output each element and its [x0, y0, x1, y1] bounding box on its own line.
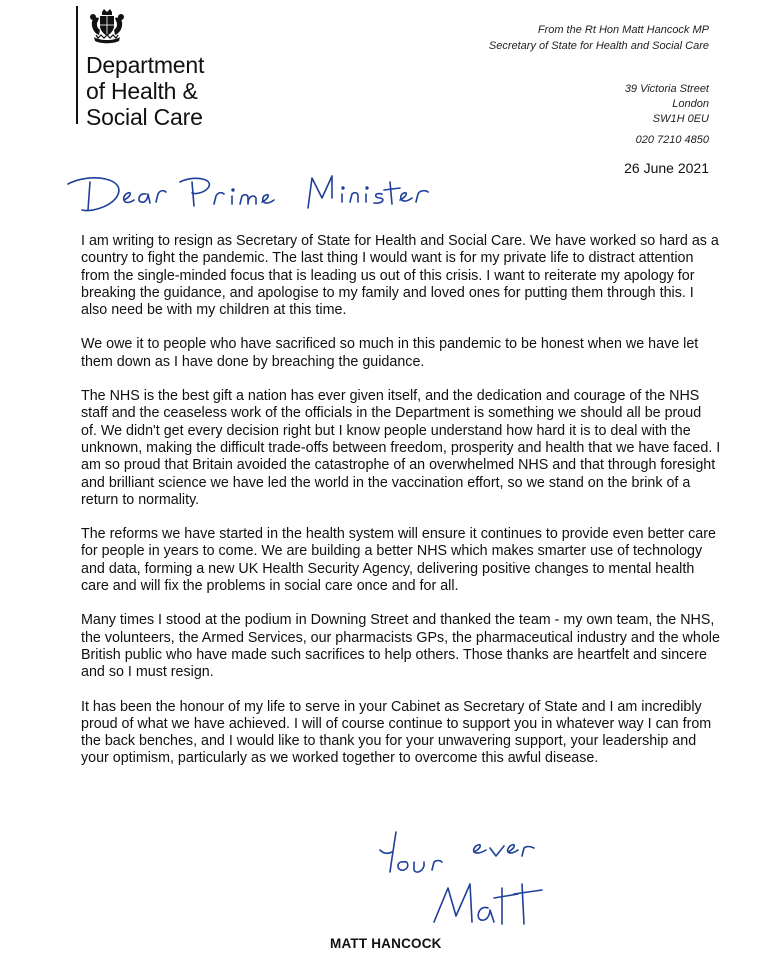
department-line: Social Care — [86, 104, 203, 130]
address-block — [625, 82, 709, 127]
department-line: Department — [86, 52, 205, 78]
body-paragraph: Many times I stood at the podium in Downing Street and thanked the team - my own team, the NHS, the volunteers, the Armed Services, our pharmacists GPs, the pharmaceutical industry and the whole British public who have made such sacrifices to help others. Those thanks are heartfelt and sincere and so I must resign. — [81, 612, 720, 681]
letterhead-rule — [76, 6, 78, 124]
handwritten-salutation — [60, 168, 460, 220]
address-line: SW1H 0EU — [652, 113, 709, 125]
from-line: From the Rt Hon Matt Hancock MP — [537, 24, 709, 36]
department-name — [86, 52, 204, 130]
body-paragraph: The reforms we have started in the health system will ensure it continues to provide even better care for people in years to come. We are building a better NHS which makes smarter use of technology and data, forming a new UK Health Security Agency, delivering positive changes to mental health care and will fix the problems in social care once and for all. — [81, 526, 716, 595]
department-line: of Health & — [86, 78, 198, 104]
royal-coat-of-arms-icon — [86, 8, 128, 46]
body-paragraph: It has been the honour of my life to serve in your Cabinet as Secretary of State and I am incredibly proud of what we have achieved. I will of course continue to support you in whatever way I can from the back benches, and I would like to thank you for your unwavering support, your leadership and your optimism, particularly as we worked together to overcome this awful disease. — [81, 698, 712, 767]
handwritten-signature — [370, 828, 570, 938]
body-paragraph: The NHS is the best gift a nation has ever given itself, and the dedication and courage of the NHS staff and the ceaseless work of the officials in the Department is something we should all be proud of. We didn't get every decision right but I know people understand how hard it is to deal with the unknown, making the difficult trade-offs between freedom, prosperity and health that we have faced. I am so proud that Britain avoided the catastrophe of an overwhelmed NHS and that through foresight and brilliant science we have led the world in the vaccination effort, so we stand on the brink of a return to normality. — [81, 388, 721, 508]
letter-date: 26 June 2021 — [624, 160, 709, 176]
body-paragraph: I am writing to resign as Secretary of State for Health and Social Care. We have worked so hard as a country to fight the pandemic. The last thing I would want is for my private life to distract attention from the single-minded focus that is leading us out of this crisis. I want to reiterate my apology for breaking the guidance, and apologise to my family and loved ones for putting them through this. I also need be with my children at this time. — [81, 233, 719, 319]
signatory-name: MATT HANCOCK — [330, 936, 442, 951]
from-line: Secretary of State for Health and Social Care — [488, 40, 709, 52]
address-line: 39 Victoria Street — [624, 83, 709, 95]
letter-body — [81, 233, 721, 785]
address-line: London — [672, 98, 709, 110]
body-paragraph: We owe it to people who have sacrificed so much in this pandemic to be honest when we have let them down as I have done by breaching the guidance. — [81, 336, 699, 370]
from-block — [489, 22, 709, 54]
phone-number: 020 7210 4850 — [635, 134, 709, 146]
